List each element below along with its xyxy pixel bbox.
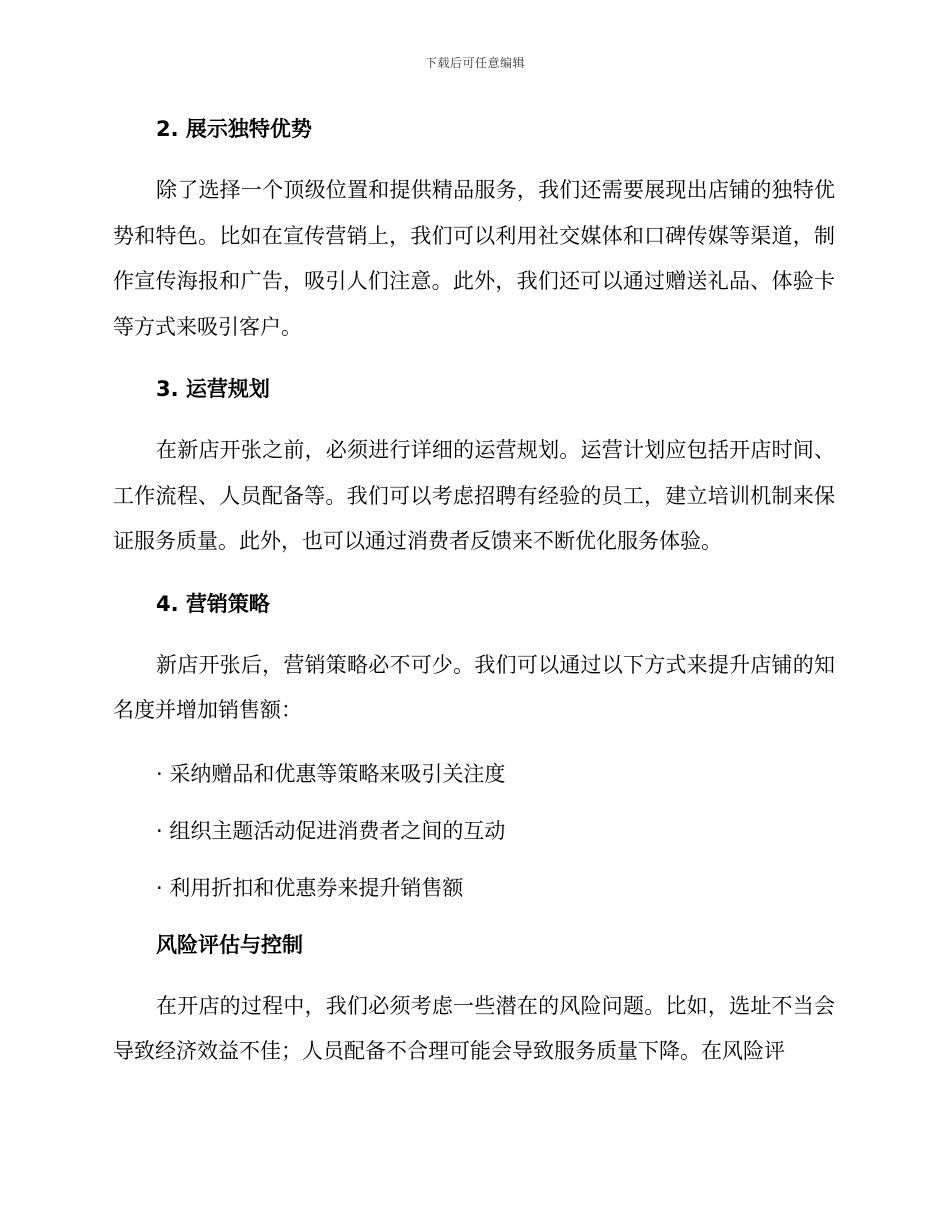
section-paragraph-risk: 在开店的过程中，我们必须考虑一些潜在的风险问题。比如，选址不当会导致经济效益不佳；人员配备不合理可能会导致服务质量下降。在风险评 (113, 993, 835, 1063)
page-header-watermark: 下载后可任意编辑 (424, 56, 525, 70)
section-heading-operations: 3. 运营规划 (156, 377, 270, 401)
list-item: · 利用折扣和优惠券来提升销售额 (156, 875, 464, 900)
section-heading-marketing: 4. 营销策略 (156, 591, 270, 616)
section-heading-risk: 风险评估与控制 (156, 932, 303, 957)
document-body (113, 112, 835, 1075)
list-item: · 组织主题活动促进消费者之间的互动 (156, 818, 506, 843)
section-paragraph-marketing: 新店开张后，营销策略必不可少。我们可以通过以下方式来提升店铺的知名度并增加销售额： (113, 652, 835, 722)
list-item: · 采纳赠品和优惠等策略来吸引关注度 (156, 761, 506, 786)
section-heading-advantages: 2. 展示独特优势 (156, 117, 312, 141)
section-paragraph-operations: 在新店开张之前，必须进行详细的运营规划。运营计划应包括开店时间、工作流程、人员配备等。我们可以考虑招聘有经验的员工，建立培训机制来保证服务质量。此外，也可以通过消费者反馈来不断优化服务体验。 (113, 438, 835, 553)
section-paragraph-advantages: 除了选择一个顶级位置和提供精品服务，我们还需要展现出店铺的独特优势和特色。比如在宣传营销上，我们可以利用社交媒体和口碑传媒等渠道，制作宣传海报和广告，吸引人们注意。此外，我们还可以通过赠送礼品、体验卡等方式来吸引客户。 (113, 178, 835, 339)
